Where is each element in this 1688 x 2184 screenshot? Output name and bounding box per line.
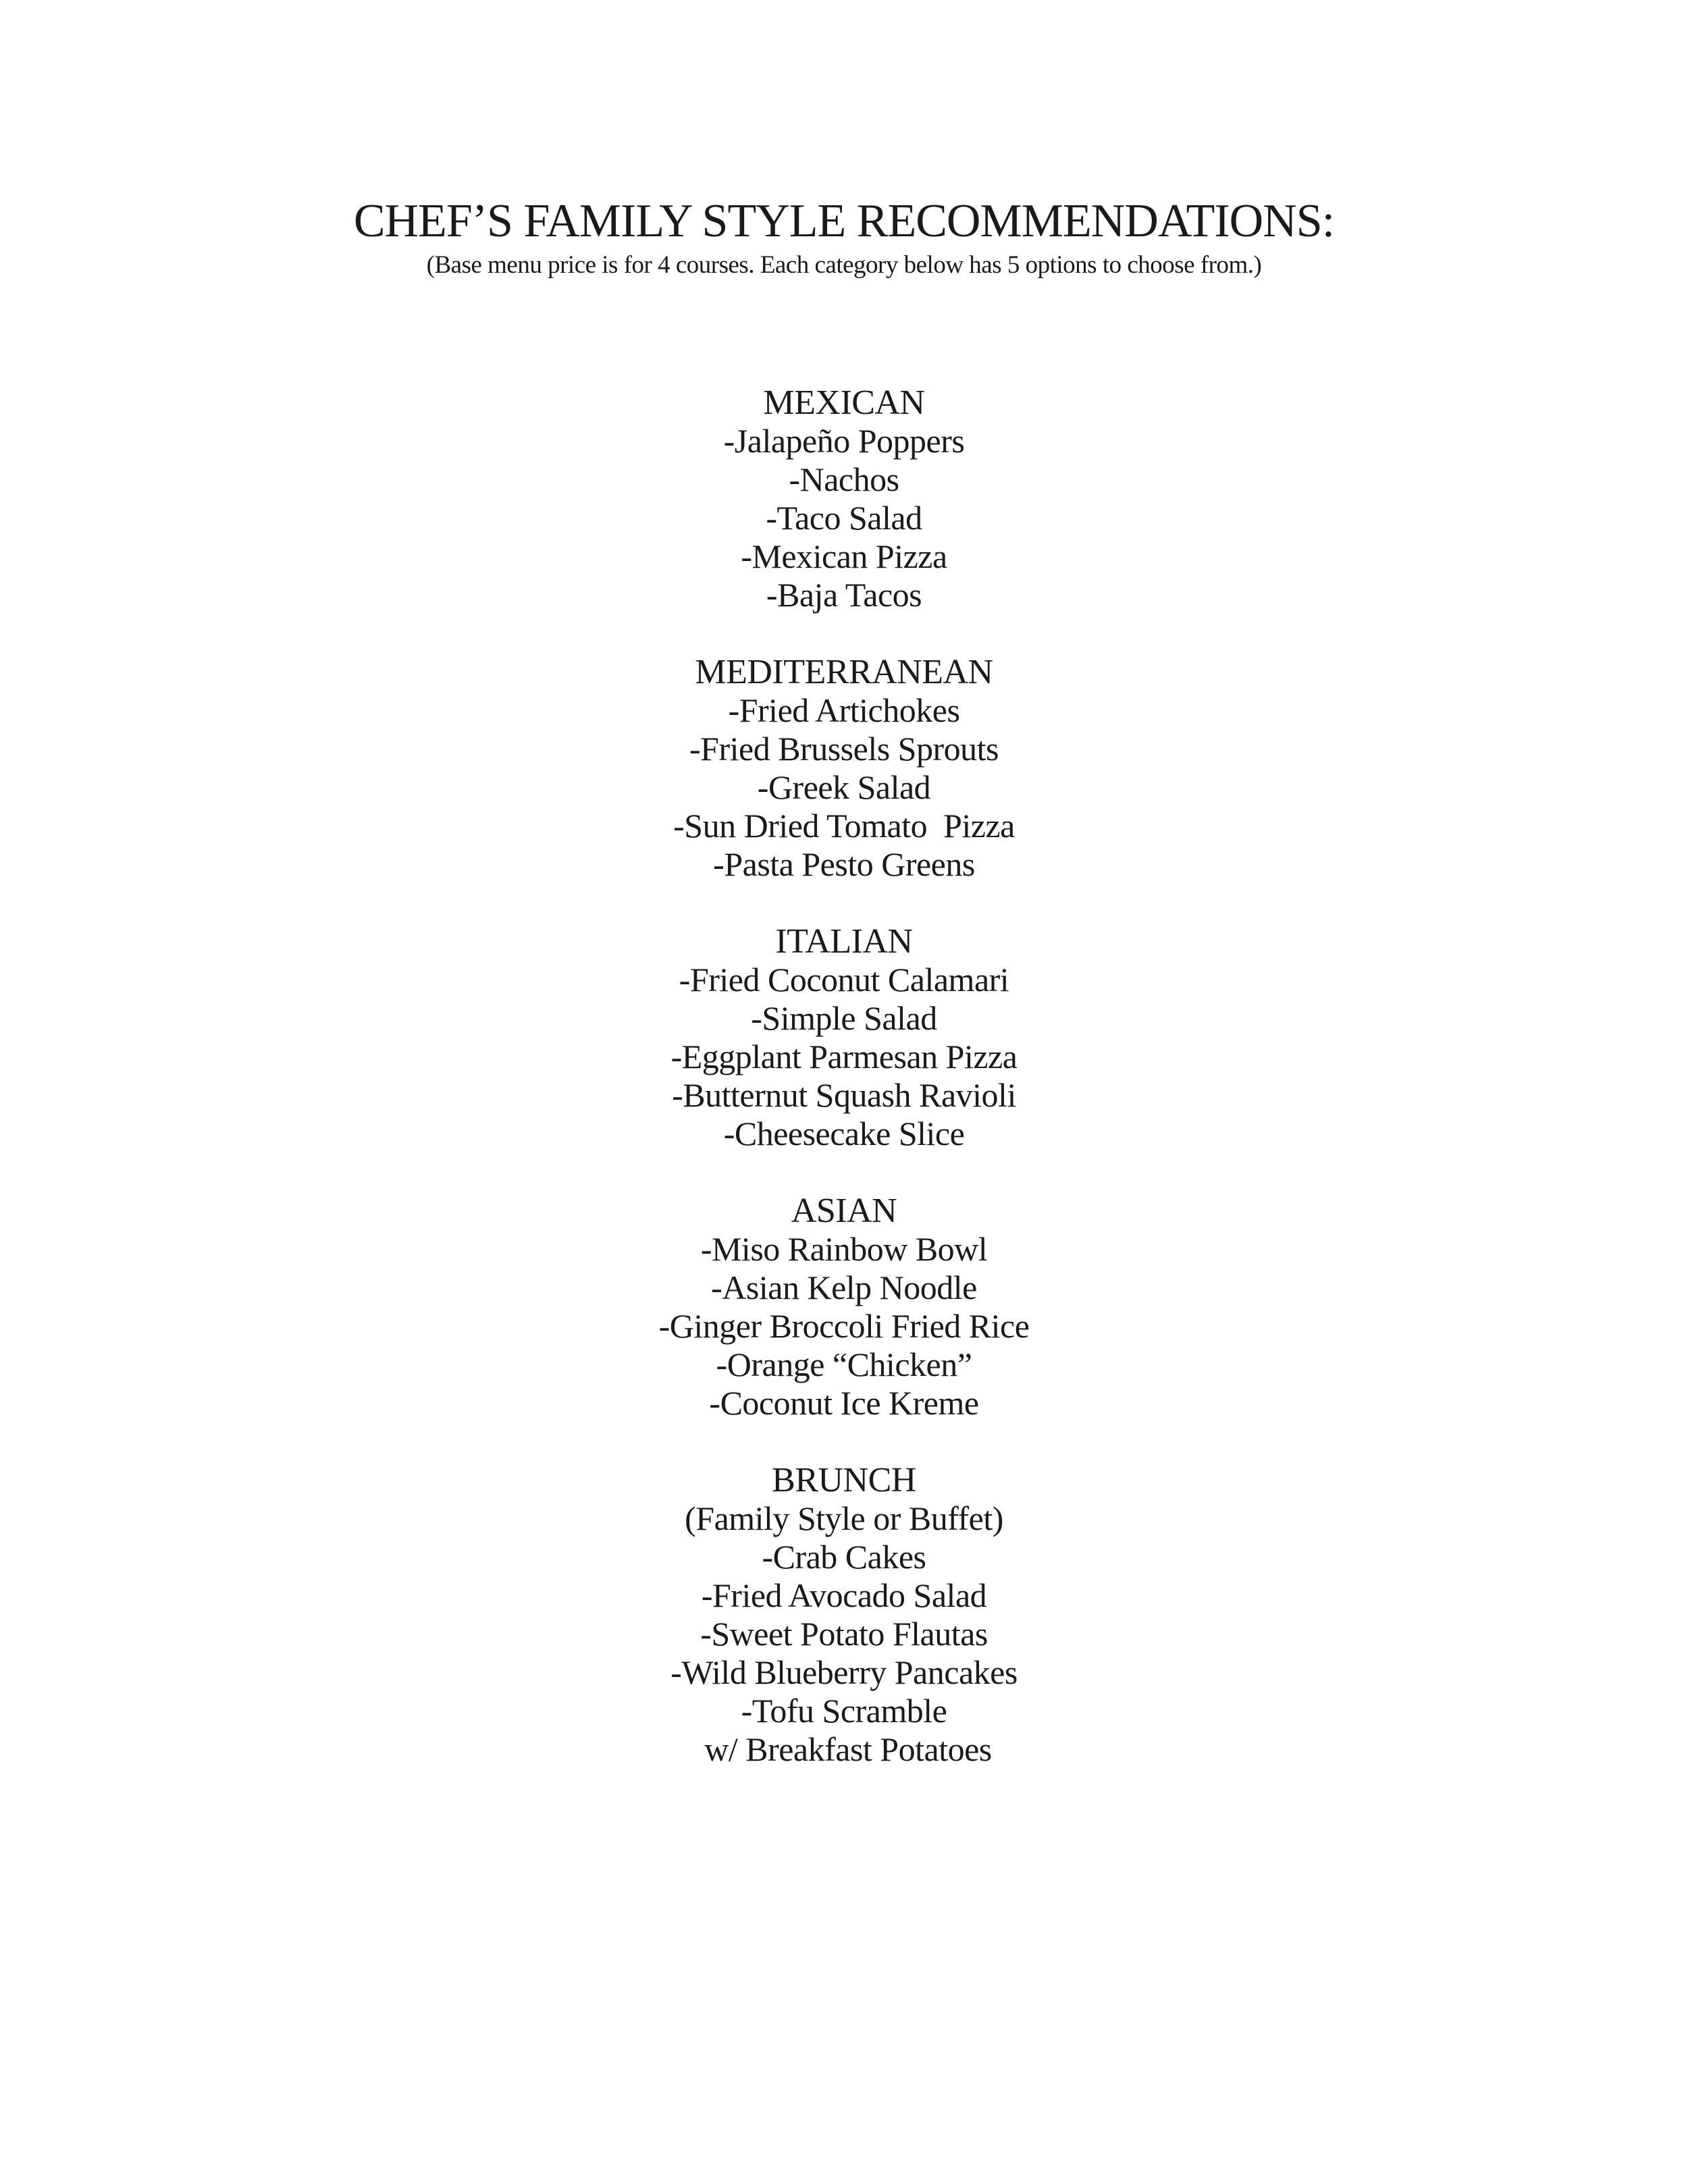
category-note: (Family Style or Buffet)	[685, 1499, 1003, 1537]
menu-header	[0, 193, 1688, 281]
menu-item: -Crab Cakes	[762, 1538, 926, 1576]
category-mexican	[0, 383, 1688, 614]
menu-item: -Pasta Pesto Greens	[713, 845, 975, 883]
page-subtitle: (Base menu price is for 4 courses. Each category below has 5 options to choose from.)	[426, 251, 1262, 279]
menu-item: -Cheesecake Slice	[723, 1115, 965, 1152]
menu-item: -Simple Salad	[751, 999, 937, 1037]
menu-item: -Fried Avocado Salad	[701, 1576, 987, 1614]
category-italian	[0, 922, 1688, 1153]
menu-item: -Fried Brussels Sprouts	[689, 730, 999, 768]
menu-item: -Greek Salad	[757, 768, 931, 806]
menu-item: -Nachos	[789, 460, 899, 498]
category-items	[0, 691, 1688, 884]
category-items	[0, 1538, 1688, 1769]
category-brunch	[0, 1461, 1688, 1769]
menu-item: -Coconut Ice Kreme	[709, 1384, 979, 1422]
menu-item: -Sun Dried Tomato Pizza	[673, 807, 1015, 845]
category-title: ITALIAN	[775, 922, 913, 961]
category-title: ASIAN	[791, 1192, 897, 1230]
menu-item: -Butternut Squash Ravioli	[672, 1076, 1016, 1114]
menu-item: -Asian Kelp Noodle	[711, 1269, 977, 1306]
menu-item: -Jalapeño Poppers	[723, 422, 965, 460]
menu-list	[0, 383, 1688, 1807]
menu-item: -Wild Blueberry Pancakes	[670, 1653, 1018, 1691]
menu-item: -Baja Tacos	[766, 576, 922, 614]
category-items	[0, 961, 1688, 1153]
category-title: BRUNCH	[772, 1461, 916, 1499]
menu-item: -Eggplant Parmesan Pizza	[670, 1038, 1018, 1075]
page-title: CHEF’S FAMILY STYLE RECOMMENDATIONS:	[353, 195, 1335, 247]
menu-item: -Taco Salad	[766, 499, 922, 537]
menu-item: -Sweet Potato Flautas	[700, 1615, 988, 1653]
menu-item: -Fried Coconut Calamari	[679, 961, 1009, 998]
menu-item: -Tofu Scramble	[741, 1692, 947, 1730]
category-title: MEXICAN	[763, 383, 925, 422]
menu-item: -Miso Rainbow Bowl	[700, 1230, 988, 1268]
category-items	[0, 1230, 1688, 1422]
menu-item: -Orange “Chicken”	[716, 1346, 972, 1383]
menu-item: w/ Breakfast Potatoes	[696, 1730, 992, 1768]
menu-item: -Mexican Pizza	[741, 537, 947, 575]
category-mediterranean	[0, 653, 1688, 884]
menu-item: -Fried Artichokes	[728, 691, 960, 729]
category-asian	[0, 1192, 1688, 1422]
menu-item: -Ginger Broccoli Fried Rice	[658, 1307, 1030, 1345]
category-items	[0, 422, 1688, 614]
category-title: MEDITERRANEAN	[695, 653, 993, 691]
